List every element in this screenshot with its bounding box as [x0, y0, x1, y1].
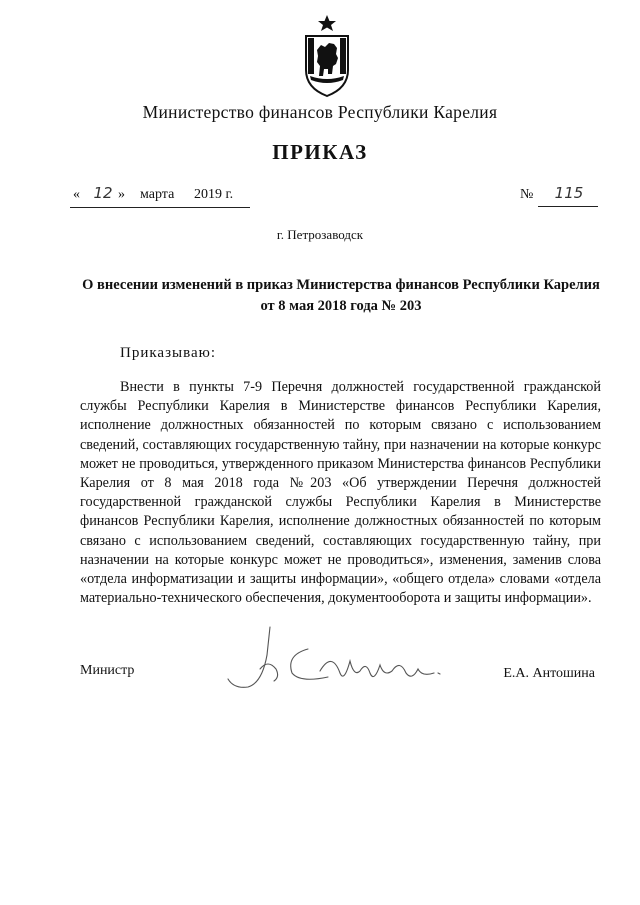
number-underline	[538, 206, 598, 207]
date-month: марта	[140, 187, 175, 202]
number-sign: №	[520, 187, 534, 202]
order-subject: О внесении изменений в приказ Министерства финансов Республики Карелия от 8 мая 2018 года № 203	[82, 277, 600, 314]
document-type-title: ПРИКАЗ	[272, 140, 368, 164]
signatory-name: Е.А. Антошина	[503, 666, 595, 681]
date-field	[70, 183, 250, 208]
handwritten-signature	[220, 625, 470, 695]
order-number: 115	[554, 184, 584, 202]
date-year: 2019 г.	[194, 187, 234, 202]
date-quote-close: »	[118, 187, 125, 202]
date-quote-open: «	[73, 187, 80, 202]
city: г. Петрозаводск	[276, 227, 364, 242]
order-intro: Приказываю:	[120, 345, 216, 361]
ministry-name: Министерство финансов Республики Карелия	[142, 102, 498, 122]
order-body: Внести в пункты 7-9 Перечня должностей государственной гражданской службы Республики Карелия в Министерстве финансов Республики Карелия, исполнение должностных обязанностей по которым связано с использованием сведений, составляющих государственную тайну, при назначении на которые конкурс может не проводиться, утвержденного приказом Министерства финансов Республики Карелия от 8 мая 2018 года №203 «Об утверждении Перечня должностей государственной гражданской службы Республики Карелия в Министерстве финансов Республики Карелия, исполнение должностных обязанностей по которым связано с использованием сведений, составляющих государственную тайну, при назначении на которые конкурс может не проводиться», изменения, заменив слова «отдела информатизации и защиты информации», «общего отдела» словами «отдела материально-технического обеспечения, документооборота и защиты информации».	[80, 379, 601, 607]
date-day: 12	[93, 184, 113, 202]
order-number-field	[520, 183, 598, 207]
karelia-coat-of-arms-icon	[303, 14, 351, 98]
signatory-title: Министр	[80, 663, 135, 678]
